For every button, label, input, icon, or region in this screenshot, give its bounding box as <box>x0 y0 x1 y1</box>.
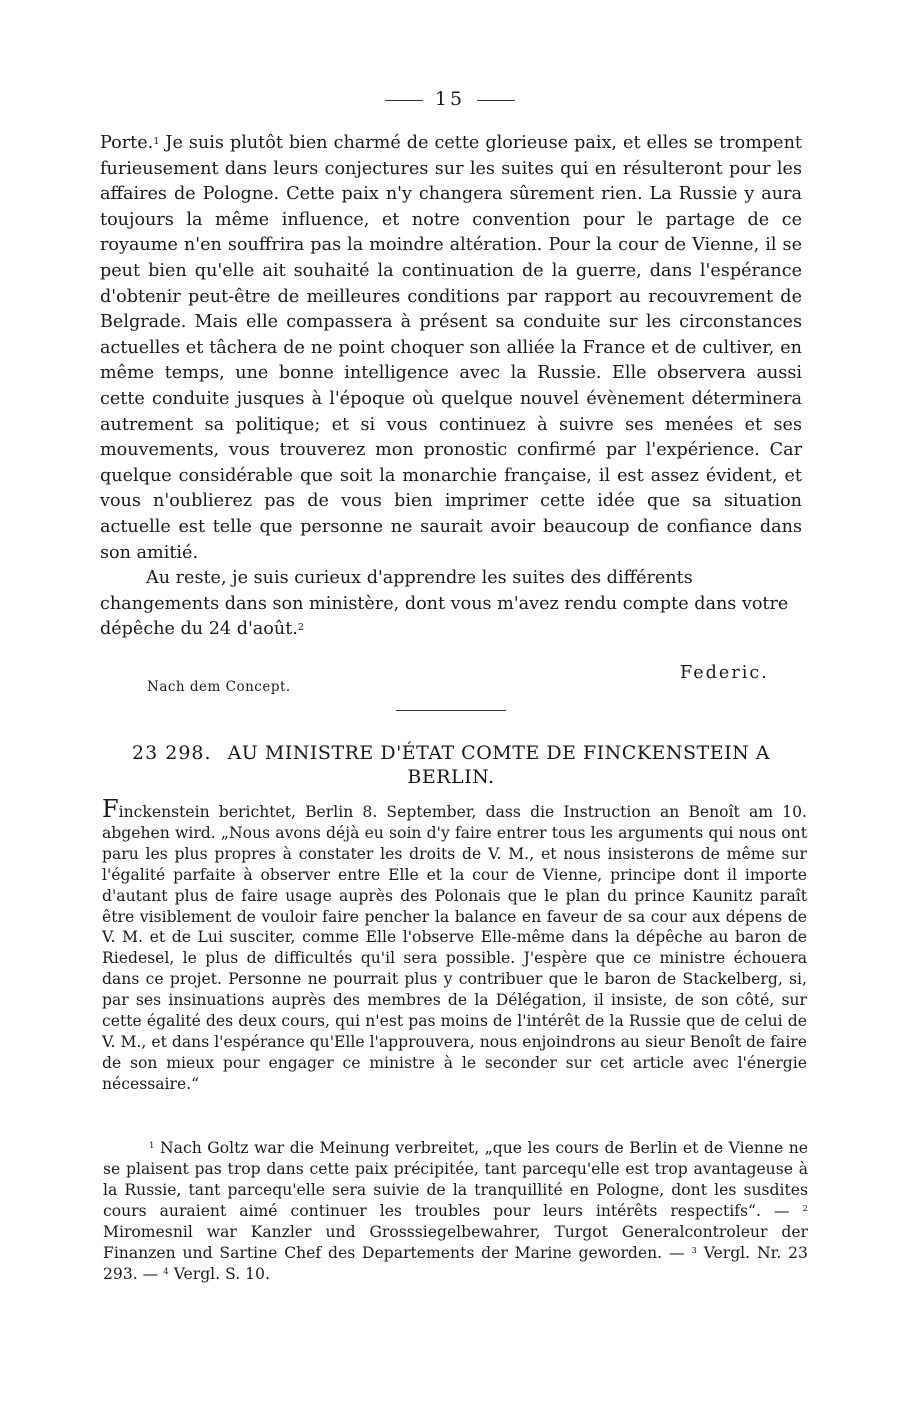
letter-paragraph-2 <box>100 566 802 643</box>
page-number: 15 <box>434 88 466 110</box>
page-header <box>0 88 900 110</box>
summary-body: inckenstein berichtet, Berlin 8. September, dass die Instruction an Benoît am 10. abgehen wird. „Nous avons déjà eu soin d'y faire entrer tous les arguments qui nous ont paru les plus propres à constater les droits de V. M., et nous insisterons de même sur l'égalité parfaite à observer entre Elle et la cour de Vienne, principe dont il importe d'autant plus de faire usage auprès des Polonais que le plan du prince Kaunitz paraît être visiblement de vouloir faire pencher la balance en faveur de sa cour aux dépens de V. M. et de Lui susciter, comme Elle l'observe Elle-même dans la dépêche au baron de Riedesel, le plus de difficultés qu'il sera possible. J'espère que ce ministre échouera dans ce projet. Personne ne pourrait plus y contribuer que le baron de Stackelberg, si, par ses insinuations auprès des membres de la Délégation, il insiste, de son côté, sur cette égalité des deux cours, qui n'est pas moins de l'intérêt de la Russie que de celui de V. M., et dans l'espérance qu'Elle l'approuvera, nous enjoindrons au sieur Benoît de faire de son mieux pour engager ce ministre à le seconder sur cet article avec l'énergie nécessaire.“ <box>102 803 807 1093</box>
document-summary <box>102 797 807 1095</box>
footnotes <box>103 1138 808 1285</box>
signature: Federic. <box>680 663 769 683</box>
footnote-1-text: Nach Goltz war die Meinung verbreitet, „que les cours de Berlin et de Vienne ne se plaisent pas trop dans cette paix précipitée, tant parcequ'elle est trop avantageuse à la Russie, tant parcequ'elle sera suivie de la tranquillité en Pologne, dont les susdites cours auraient aimé continuer les troubles pour leurs intérêts respectifs“. — <box>103 1139 808 1220</box>
footnote-3-text: Vergl. Nr. 23 293. — <box>103 1244 808 1283</box>
footnote-3-marker: 3 <box>691 1246 697 1256</box>
letter-paragraph-1-lead: Porte. <box>100 133 154 153</box>
section-divider <box>396 710 506 711</box>
footnote-4-marker: 4 <box>163 1267 169 1277</box>
letter-paragraph-1-rest: Je suis plutôt bien charmé de cette glorieuse paix, et elles se trompent furieusement dans leurs conjectures sur les suites qui en résulteront pour les affaires de Pologne. Cette paix n'y changera sûrement rien. La Russie y aura toujours la même influence, et notre convention pour le partage de ce royaume n'en souffrira pas la moindre altération. Pour la cour de Vienne, il se peut bien qu'elle ait souhaité la continuation de la guerre, dans l'espérance d'obtenir peut-être de meilleures conditions par rapport au recouvrement de Belgrade. Mais elle compassera à présent sa conduite sur les circonstances actuelles et tâchera de ne point choquer son alliée la France et de cultiver, en même temps, une bonne intelligence avec la Russie. Elle observera aussi cette conduite jusques à l'époque où quelque nouvel évènement déterminera autrement sa politique; et si vous continuez à suivre ses menées et ses mouvements, vous trouverez mon pronostic confirmé par l'expérience. Car quelque considérable que soit la monarchie française, il est assez évident, et vous n'oublierez pas de vous bien imprimer cette idée que sa situation actuelle est telle que personne ne saurait avoir beaucoup de confiance dans son amitié. <box>100 133 802 563</box>
document-title: AU MINISTRE D'ÉTAT COMTE DE FINCKENSTEIN A BERLIN. <box>227 742 770 788</box>
footnote-1-marker: 1 <box>149 1141 155 1151</box>
footnote-ref-1: 1 <box>153 136 160 147</box>
footnote-2-marker: 2 <box>802 1204 808 1214</box>
footnote-ref-2: 2 <box>297 622 305 634</box>
header-right-rule <box>477 100 515 101</box>
letter-paragraph-2-body: Au reste, je suis curieux d'apprendre les suites des différents changements dans son ministère, dont vous m'avez rendu compte dans votre dépêche du 24 d'août. <box>100 568 789 640</box>
footnote-2-text: Miromesnil war Kanzler und Grosssiegelbewahrer, Turgot Generalcontroleur der Finanzen und Sartine Chef des Departements der Marine geworden. — <box>103 1223 808 1262</box>
letter-text <box>100 131 802 643</box>
letter-paragraph-1 <box>100 131 802 566</box>
footnote-4-text: Vergl. S. 10. <box>173 1265 270 1283</box>
document-heading <box>100 741 802 789</box>
document-number: 23 298. <box>132 742 212 764</box>
header-left-rule <box>385 100 423 101</box>
summary-initial: F <box>102 795 119 823</box>
source-note: Nach dem Concept. <box>147 679 291 695</box>
